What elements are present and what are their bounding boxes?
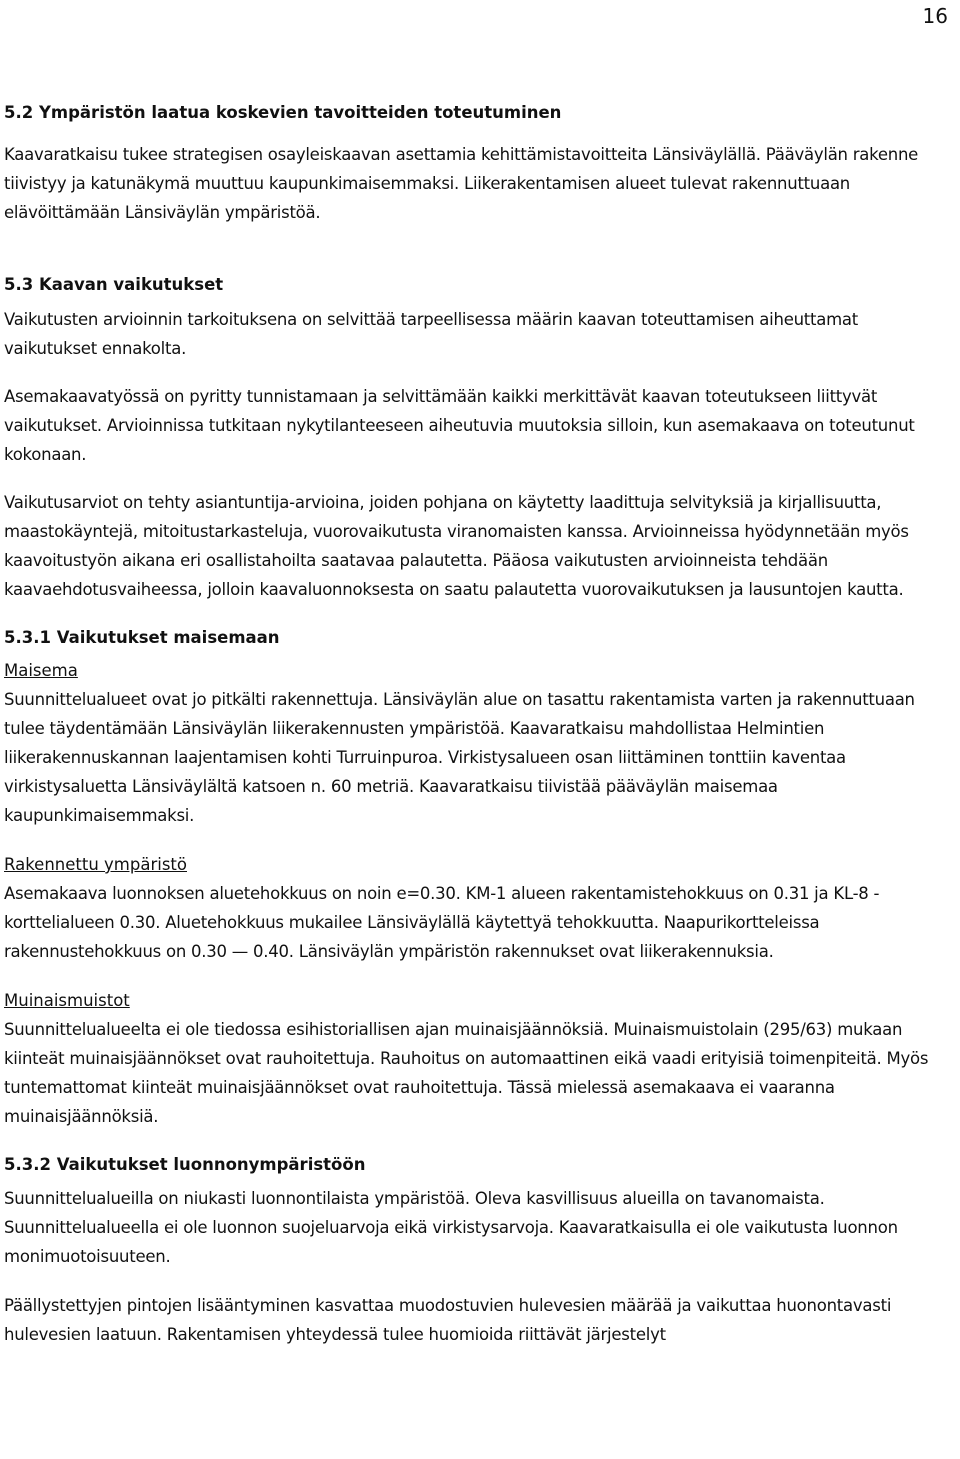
subheading-maisema: Maisema <box>4 661 78 680</box>
section-5-2-paragraph: Kaavaratkaisu tukee strategisen osayleiskaavan asettamia kehittämistavoitteita Länsiväylällä. Pääväylän rakenne tiivistyy ja katunäkymä muuttuu kaupunkimaisemmaksi. Liikerakentamisen alueet tulevat rakennuttuaan elävöittämään Länsiväylän ympäristöä. <box>4 145 919 222</box>
section-heading-5-3-2: 5.3.2 Vaikutukset luonnonympäristöön <box>4 1155 366 1174</box>
section-heading-5-3: 5.3 Kaavan vaikutukset <box>4 275 224 294</box>
page-number: 16 <box>922 4 948 28</box>
rakennettu-ymparisto-paragraph: Asemakaava luonnoksen aluetehokkuus on noin e=0.30. KM-1 alueen rakentamistehokkuus on 0.31 ja KL-8 -korttelialueen 0.30. Aluetehokkuus mukailee Länsiväylällä käytettyä tehokkuutta. Naapurikortteleissa rakennustehokkuus on 0.30 — 0.40. Länsiväylän ympäristön rakennukset ovat liikerakennuksia. <box>4 884 880 961</box>
section-5-3-2-paragraph-1: Suunnittelualueilla on niukasti luonnontilaista ympäristöä. Oleva kasvillisuus alueilla on tavanomaista. Suunnittelualueella ei ole luonnon suojeluarvoja eikä virkistysarvoja. Kaavaratkaisulla ei ole vaikutusta luonnon monimuotoisuuteen. <box>4 1189 898 1266</box>
subheading-rakennettu-ymparisto: Rakennettu ympäristö <box>4 855 187 874</box>
section-5-3-2-paragraph-2: Päällystettyjen pintojen lisääntyminen kasvattaa muodostuvien hulevesien määrää ja vaikuttaa huonontavasti hulevesien laatuun. Rakentamisen yhteydessä tulee huomioida riittävät järjestelyt <box>4 1296 892 1344</box>
section-5-3-paragraph-2: Asemakaavatyössä on pyritty tunnistamaan ja selvittämään kaikki merkittävät kaavan toteutukseen liittyvät vaikutukset. Arvioinnissa tutkitaan nykytilanteeseen aiheutuvia muutoksia silloin, kun asemakaava on toteutunut kokonaan. <box>4 387 915 464</box>
subheading-muinaismuistot: Muinaismuistot <box>4 991 130 1010</box>
section-5-3-paragraph-3: Vaikutusarviot on tehty asiantuntija-arvioina, joiden pohjana on käytetty laadittuja selvityksiä ja kirjallisuutta, maastokäyntejä, mitoitustarkasteluja, vuorovaikutusta viranomaisten kanssa. Arvioinneissa hyödynnetään myös kaavoitustyön aikana eri osallistahoilta saatavaa palautetta. Pääosa vaikutusten arvioinneista tehdään kaavaehdotusvaiheessa, jolloin kaavaluonnoksesta on saatu palautetta vuorovaikutuksen ja lausuntojen kautta. <box>4 493 909 599</box>
section-heading-5-3-1: 5.3.1 Vaikutukset maisemaan <box>4 628 280 647</box>
section-5-3-paragraph-1: Vaikutusten arvioinnin tarkoituksena on selvittää tarpeellisessa määrin kaavan toteuttamisen aiheuttamat vaikutukset ennakolta. <box>4 310 859 358</box>
document-body <box>4 98 949 1349</box>
muinaismuistot-paragraph: Suunnittelualueelta ei ole tiedossa esihistoriallisen ajan muinaisjäännöksiä. Muinaismuistolain (295/63) mukaan kiinteät muinaisjäännökset ovat rauhoitettuja. Rauhoitus on automaattinen eikä vaadi erityisiä toimenpiteitä. Myös tuntemattomat kiinteät muinaisjäännökset ovat rauhoitettuja. Tässä mielessä asemakaava ei vaaranna muinaisjäännöksiä. <box>4 1020 929 1126</box>
maisema-paragraph: Suunnittelualueet ovat jo pitkälti rakennettuja. Länsiväylän alue on tasattu rakentamista varten ja rakennuttuaan tulee täydentämään Länsiväylän liikerakennusten ympäristöä. Kaavaratkaisu mahdollistaa Helmintien liikerakennuskannan laajentamisen kohti Turruinpuroa. Virkistysalueen osan liittäminen tonttiin kaventaa virkistysaluetta Länsiväylältä katsoen n. 60 metriä. Kaavaratkaisu tiivistää pääväylän maisemaa kaupunkimaisemmaksi. <box>4 690 915 825</box>
section-heading-5-2: 5.2 Ympäristön laatua koskevien tavoitteiden toteutuminen <box>4 103 562 122</box>
